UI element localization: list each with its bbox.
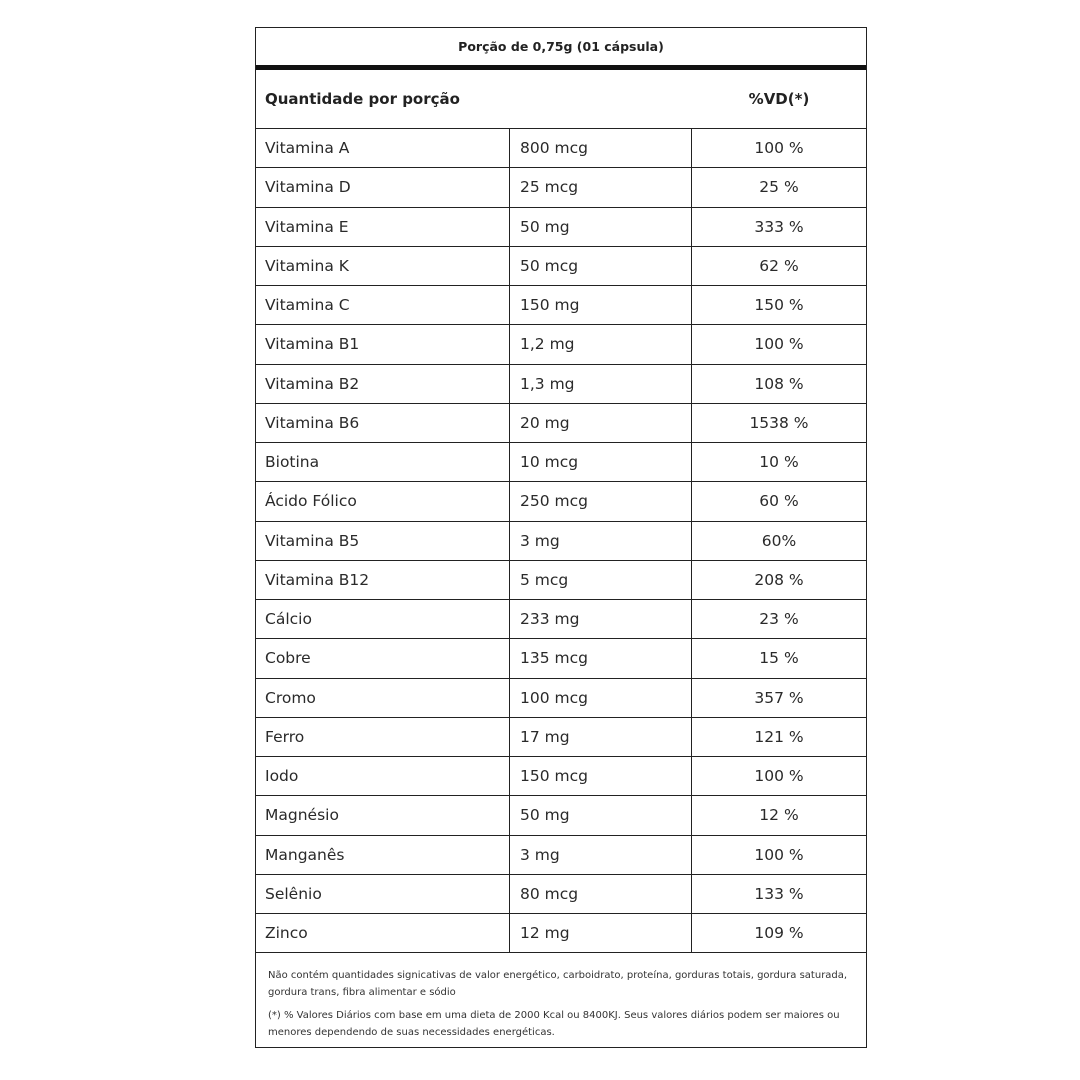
nutrient-dv: 133 % [754,884,804,903]
nutrient-name: Vitamina B2 [256,365,510,403]
table-row [256,247,866,286]
table-row [256,522,866,561]
nutrient-name: Biotina [256,443,510,481]
nutrient-dv: 23 % [759,610,799,628]
nutrient-amount: 233 mg [510,600,692,638]
nutrient-amount: 150 mg [510,286,692,324]
table-row [256,286,866,325]
nutrient-amount: 1,2 mg [510,325,692,363]
table-row [256,757,866,796]
nutrient-name: Ácido Fólico [256,482,510,520]
table-row [256,718,866,757]
serving-size-label: Porção de 0,75g (01 cápsula) [458,39,664,54]
nutrient-name: Vitamina B12 [256,561,510,599]
nutrient-name: Manganês [256,836,510,874]
table-row [256,836,866,875]
nutrient-dv: 100 % [754,335,804,354]
nutrient-dv: 109 % [754,924,804,942]
nutrient-dv: 150 % [754,296,804,314]
table-row [256,404,866,443]
nutrient-dv: 62 % [759,256,799,275]
nutrient-amount: 135 mcg [510,639,692,677]
nutrient-rows [256,129,866,953]
table-row [256,129,866,168]
nutrition-facts-table [255,27,867,1048]
nutrient-amount: 1,3 mg [510,365,692,403]
dv-footnote: (*) % Valores Diários com base em uma dieta de 2000 Kcal ou 8400KJ. Seus valores diários podem ser maiores ou menores dependendo de suas necessidades energéticas. [268,1010,840,1039]
nutrient-name: Vitamina K [256,247,510,285]
nutrient-amount: 800 mcg [510,129,692,167]
nutrient-dv: 121 % [754,727,804,746]
nutrient-name: Vitamina E [256,208,510,246]
table-row [256,482,866,521]
nutrient-amount: 3 mg [510,836,692,874]
nutrient-name: Vitamina B5 [256,522,510,560]
nutrient-name: Ferro [256,718,510,756]
nutrient-amount: 10 mcg [510,443,692,481]
nutrient-name: Cobre [256,639,510,677]
nutrient-dv: 25 % [759,178,799,197]
nutrient-amount: 17 mg [510,718,692,756]
nutrient-name: Magnésio [256,796,510,834]
nutrient-name: Cálcio [256,600,510,638]
nutrient-dv: 100 % [754,139,804,157]
table-row [256,325,866,364]
nutrient-dv: 1538 % [749,413,809,432]
table-row [256,561,866,600]
nutrient-dv: 12 % [759,806,799,825]
table-row [256,796,866,835]
table-row [256,679,866,718]
nutrient-dv: 208 % [754,570,804,589]
nutrient-dv: 357 % [754,688,804,707]
nutrient-dv: 15 % [759,649,799,668]
nutrient-dv: 333 % [754,217,804,236]
nutrient-dv: 10 % [759,453,799,471]
nutrient-amount: 25 mcg [510,168,692,206]
nutrient-name: Cromo [256,679,510,717]
nutrient-name: Selênio [256,875,510,913]
table-header [256,70,866,129]
footnotes [256,953,866,1041]
nutrient-dv: 100 % [754,767,804,785]
nutrient-name: Vitamina D [256,168,510,206]
table-row [256,875,866,914]
dv-header: %VD(*) [748,90,810,108]
nutrient-amount: 100 mcg [510,679,692,717]
nutrient-dv: 108 % [754,374,804,393]
nutrient-name: Zinco [256,914,510,952]
nutrient-dv: 60% [761,531,797,550]
nutrient-amount: 150 mcg [510,757,692,795]
nutrient-name: Iodo [256,757,510,795]
table-row [256,600,866,639]
nutrient-amount: 80 mcg [510,875,692,913]
nutrient-dv: 100 % [754,845,804,864]
nutrient-amount: 50 mcg [510,247,692,285]
nutrient-amount: 50 mg [510,796,692,834]
table-row [256,168,866,207]
table-row [256,443,866,482]
nutrient-dv: 60 % [759,492,799,511]
nutrient-name: Vitamina A [256,129,510,167]
table-row [256,365,866,404]
table-row [256,208,866,247]
table-row [256,639,866,678]
nutrient-amount: 20 mg [510,404,692,442]
quantity-header: Quantidade por porção [265,90,460,108]
not-significant-note: Não contém quantidades signicativas de valor energético, carboidrato, proteína, gorduras totais, gordura saturada, gordura trans, fibra alimentar e sódio [268,970,848,999]
table-row [256,914,866,953]
nutrient-amount: 3 mg [510,522,692,560]
nutrient-amount: 250 mcg [510,482,692,520]
nutrient-name: Vitamina B6 [256,404,510,442]
nutrient-name: Vitamina C [256,286,510,324]
nutrient-name: Vitamina B1 [256,325,510,363]
nutrient-amount: 50 mg [510,208,692,246]
nutrient-amount: 5 mcg [510,561,692,599]
nutrient-amount: 12 mg [510,914,692,952]
